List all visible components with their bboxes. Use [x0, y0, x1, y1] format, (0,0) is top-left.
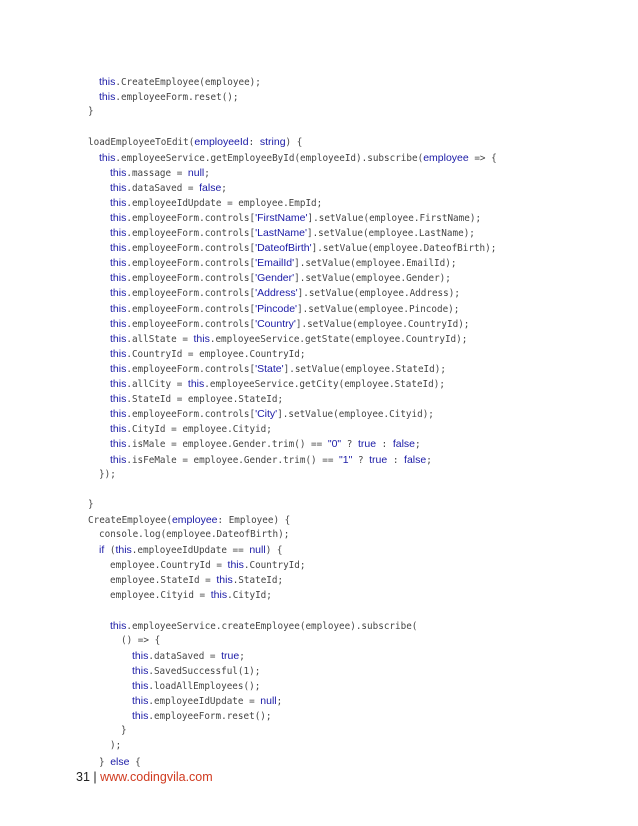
code-keyword: this	[110, 423, 127, 436]
code-line	[110, 180, 227, 196]
code-line	[110, 376, 445, 392]
code-keyword: this	[110, 242, 127, 255]
code-text: ].setValue(employee.LastName);	[306, 228, 475, 239]
code-keyword: this	[110, 317, 127, 330]
code-keyword: employee	[423, 151, 469, 164]
code-line	[110, 165, 210, 181]
code-text: ].setValue(employee.EmailId);	[294, 258, 457, 270]
code-keyword: true	[221, 649, 240, 662]
code-string: 'Address'	[255, 287, 298, 300]
code-string: 'EmailId'	[255, 257, 295, 270]
code-keyword: employeeId	[194, 136, 249, 149]
code-keyword: else	[110, 755, 130, 768]
code-text: .employeeIdUpdate ==	[131, 545, 250, 557]
code-keyword: this	[99, 91, 116, 104]
code-text: : Employee) {	[217, 514, 291, 526]
code-text: .employeeForm.reset();	[115, 92, 239, 104]
footer-separator: |	[93, 770, 97, 784]
code-text: => {	[468, 152, 497, 164]
code-line	[88, 134, 302, 150]
code-text: ;	[204, 167, 210, 179]
code-keyword: false	[392, 438, 416, 451]
code-keyword: this	[187, 378, 205, 390]
code-text: .employeeForm.controls[	[126, 273, 256, 285]
code-text: ].setValue(employee.CountryId);	[295, 318, 470, 330]
code-line	[110, 270, 451, 286]
code-keyword: this	[216, 574, 233, 587]
code-line	[110, 210, 481, 226]
code-text: .employeeIdUpdate =	[148, 696, 261, 708]
code-text: .SavedSuccessful(1);	[148, 665, 261, 677]
code-text: .massage =	[126, 167, 188, 179]
code-line	[110, 331, 467, 347]
code-text: () => {	[121, 634, 161, 646]
code-text: ) {	[285, 137, 303, 149]
code-text: );	[110, 740, 122, 752]
code-line	[99, 89, 238, 105]
code-text: ;	[426, 454, 432, 466]
code-text: CreateEmployee(	[88, 514, 172, 526]
site-link[interactable]: www.codingvila.com	[100, 770, 213, 784]
code-text: .employeeForm.reset();	[148, 711, 272, 723]
code-text: .CountryId = employee.CountryId;	[126, 348, 306, 360]
code-line	[110, 225, 475, 241]
code-text: .employeeService.createEmployee(employee).subscribe(	[126, 620, 418, 632]
code-line	[110, 572, 283, 588]
code-string: 'Gender'	[255, 272, 295, 285]
code-keyword: true	[369, 453, 388, 466]
code-line	[110, 421, 272, 437]
code-line	[110, 587, 272, 603]
code-string: 'Country'	[255, 317, 296, 330]
code-text: .employeeForm.controls[	[126, 303, 256, 315]
code-keyword: this	[132, 695, 149, 708]
code-text: employee.Cityid =	[110, 590, 211, 602]
code-line	[99, 754, 141, 770]
code-text: .employeeForm.controls[	[126, 318, 256, 330]
code-keyword: this	[132, 680, 149, 692]
code-text: ].setValue(employee.Address);	[297, 288, 460, 300]
code-keyword: this	[110, 227, 127, 239]
code-text: ;	[221, 182, 227, 194]
code-keyword: this	[110, 287, 127, 300]
code-text: .employeeForm.controls[	[126, 363, 256, 375]
code-keyword: null	[249, 544, 266, 557]
code-text: ].setValue(employee.StateId);	[283, 363, 446, 375]
code-text: .employeeService.getState(employee.CountryId);	[209, 333, 468, 345]
code-text: .CityId = employee.Cityid;	[126, 424, 272, 436]
code-line	[132, 693, 282, 709]
code-text: ].setValue(employee.DateofBirth);	[311, 243, 497, 255]
code-text: console.log(employee.DateofBirth);	[99, 529, 290, 540]
code-text: .employeeForm.controls[	[126, 212, 256, 224]
code-text: .employeeForm.controls[	[126, 243, 256, 255]
code-text: .allCity =	[126, 379, 188, 390]
code-line	[132, 648, 245, 664]
code-line	[110, 285, 460, 301]
code-text: ].setValue(employee.Pincode);	[297, 303, 460, 315]
code-text: ].setValue(employee.FirstName);	[307, 212, 482, 224]
code-string: 'Pincode'	[255, 302, 298, 315]
code-line	[121, 723, 127, 739]
code-keyword: this	[110, 196, 127, 209]
code-keyword: this	[110, 302, 127, 315]
code-text: .employeeForm.controls[	[126, 228, 256, 239]
code-keyword: this	[132, 649, 149, 662]
code-line	[110, 301, 459, 317]
code-keyword: this	[110, 438, 127, 451]
code-string: "1"	[339, 453, 353, 466]
code-line	[110, 452, 432, 468]
code-line	[132, 708, 271, 724]
code-line	[99, 150, 497, 166]
code-text: .StateId = employee.StateId;	[126, 394, 284, 406]
code-keyword: this	[110, 453, 127, 466]
code-text: .dataSaved =	[148, 650, 222, 662]
code-line	[132, 663, 260, 679]
code-text: .employeeService.getCity(employee.StateId);	[204, 379, 445, 390]
code-keyword: this	[99, 76, 116, 88]
code-text: .employeeIdUpdate = employee.EmpId;	[126, 197, 323, 209]
code-line	[110, 618, 417, 634]
code-text: :	[387, 454, 405, 466]
code-text: .isFeMale = employee.Gender.trim() ==	[126, 454, 340, 466]
code-keyword: false	[404, 453, 427, 466]
code-text: .CityId;	[227, 590, 272, 602]
code-text: ].setValue(employee.Gender);	[294, 273, 451, 285]
code-line	[110, 738, 121, 754]
code-text: }	[88, 106, 94, 118]
code-line	[99, 74, 261, 90]
code-line	[88, 104, 94, 120]
code-text: .CountryId;	[243, 560, 306, 572]
code-keyword: this	[110, 181, 127, 194]
code-text: employee.CountryId =	[110, 560, 228, 572]
code-text: {	[129, 756, 141, 768]
code-line	[110, 346, 305, 362]
code-text: ) {	[265, 545, 283, 557]
code-text: :	[248, 137, 260, 149]
code-keyword: this	[193, 332, 210, 345]
code-keyword: this	[110, 378, 127, 390]
code-keyword: this	[110, 362, 127, 375]
code-text: .loadAllEmployees();	[148, 681, 261, 692]
code-text: .allState =	[126, 333, 194, 345]
code-text: .employeeForm.controls[	[126, 288, 256, 300]
code-line	[110, 361, 446, 377]
code-text: employee.StateId =	[110, 575, 217, 587]
code-string: 'City'	[255, 408, 278, 421]
code-text: .employeeForm.controls[	[126, 258, 256, 270]
code-line	[110, 316, 469, 332]
code-keyword: this	[110, 166, 127, 179]
code-line	[121, 633, 160, 649]
code-text: ;	[276, 696, 283, 708]
code-text: .employeeForm.controls[	[126, 409, 256, 421]
code-string: 'State'	[255, 362, 284, 375]
code-text: ?	[352, 454, 370, 466]
code-keyword: null	[260, 695, 277, 708]
page-footer	[76, 770, 213, 784]
code-text: (	[104, 545, 116, 557]
code-line	[88, 497, 94, 513]
code-text: ;	[239, 650, 245, 662]
code-keyword: if	[99, 544, 105, 557]
code-keyword: true	[357, 438, 377, 451]
code-text: loadEmployeeToEdit(	[88, 137, 195, 149]
code-keyword: this	[110, 211, 127, 224]
code-string: 'LastName'	[255, 227, 307, 239]
code-line	[110, 240, 496, 256]
code-text: ;	[415, 439, 421, 451]
code-keyword: this	[115, 544, 132, 557]
code-keyword: this	[132, 664, 149, 677]
code-line	[110, 436, 421, 452]
code-text: :	[376, 439, 393, 451]
code-text: });	[99, 468, 116, 480]
code-keyword: employee	[171, 513, 218, 526]
code-keyword: this	[110, 272, 127, 285]
code-line	[132, 678, 260, 694]
code-text: .dataSaved =	[126, 182, 200, 194]
code-string: 'FirstName'	[255, 211, 308, 224]
code-keyword: this	[210, 589, 228, 602]
code-keyword: this	[110, 347, 127, 360]
code-text: }	[121, 725, 127, 737]
code-text: ].setValue(employee.Cityid);	[277, 409, 434, 421]
code-text: }	[88, 498, 94, 510]
code-line	[88, 512, 290, 528]
code-keyword: this	[110, 393, 127, 406]
code-string: "0"	[327, 438, 342, 451]
code-text: .CreateEmployee(employee);	[115, 77, 261, 88]
code-text: .StateId;	[232, 575, 284, 587]
code-keyword: this	[99, 151, 116, 164]
code-line	[110, 406, 434, 422]
code-line	[110, 255, 456, 271]
code-keyword: this	[132, 710, 149, 723]
code-keyword: this	[227, 559, 244, 572]
code-line	[110, 195, 322, 211]
code-line	[99, 467, 116, 483]
code-text: .isMale = employee.Gender.trim() ==	[126, 439, 328, 451]
code-keyword: this	[110, 408, 127, 421]
code-keyword: string	[259, 136, 286, 149]
code-text: }	[99, 756, 111, 768]
code-line	[99, 542, 283, 558]
code-keyword: this	[110, 257, 127, 270]
page-number: 31	[76, 770, 90, 784]
code-keyword: false	[199, 181, 222, 194]
code-string: 'DateofBirth'	[255, 242, 312, 255]
code-line	[110, 557, 305, 573]
code-line	[99, 527, 289, 543]
code-keyword: null	[187, 166, 205, 179]
code-line	[110, 391, 283, 407]
code-keyword: this	[110, 332, 127, 345]
code-text: .employeeService.getEmployeeById(employeeId).subscribe(	[115, 152, 424, 164]
code-text: ?	[341, 439, 358, 451]
code-keyword: this	[110, 619, 127, 632]
